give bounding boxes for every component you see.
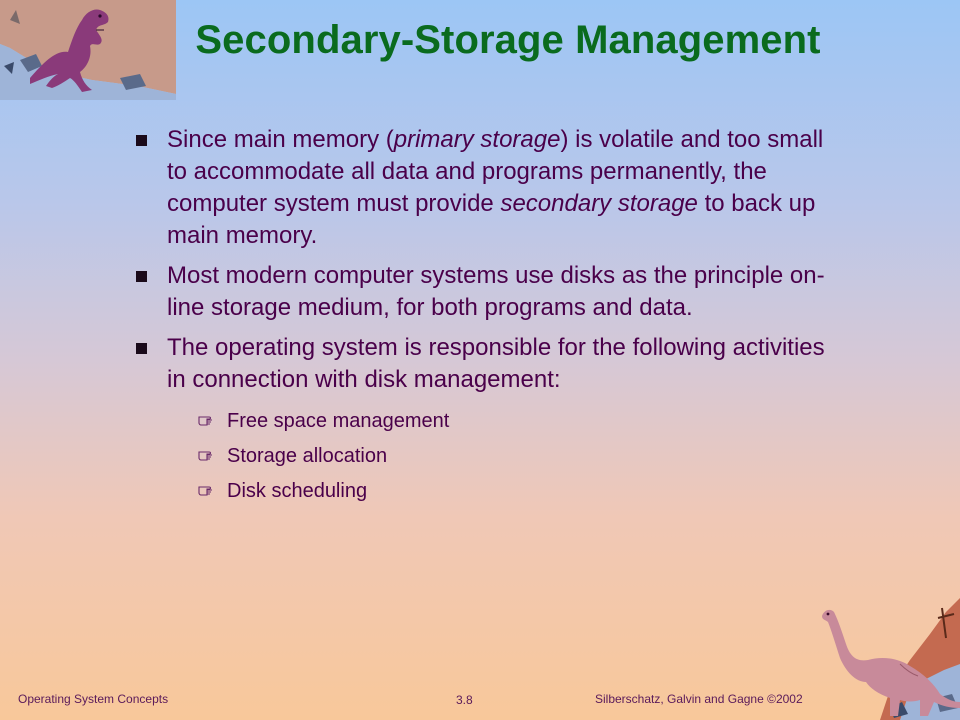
dinosaur-brontosaurus-icon <box>820 598 960 720</box>
bullet-text: Most modern computer systems use disks as the principle on-line storage medium, for both programs and data. <box>167 262 825 321</box>
square-bullet-icon <box>136 271 147 282</box>
sub-list <box>198 404 836 509</box>
sub-item-text: Disk scheduling <box>227 480 368 502</box>
bullet-text: The operating system is responsible for the following activities in connection with disk management: <box>167 334 825 393</box>
sub-item <box>198 474 836 509</box>
slide-title: Secondary-Storage Management <box>195 18 821 62</box>
bullet-item <box>136 260 836 324</box>
square-bullet-icon <box>136 343 147 354</box>
sub-item <box>198 404 836 439</box>
footer-book-title: Operating System Concepts <box>18 692 169 706</box>
footer-page-number: 3.8 <box>456 693 473 707</box>
bullet-item <box>136 332 836 509</box>
pointing-hand-icon <box>198 448 218 462</box>
sub-item <box>198 439 836 474</box>
sub-item-text: Free space management <box>227 410 450 432</box>
bullet-text: Since main memory (primary storage) is volatile and too small to accommodate all data and programs permanently, the computer system must provide secondary storage to back up main memory. <box>167 126 824 249</box>
pointing-hand-icon <box>198 483 218 497</box>
bullet-list <box>136 124 836 517</box>
footer-copyright: Silberschatz, Galvin and Gagne ©2002 <box>595 692 803 706</box>
bullet-item <box>136 124 836 252</box>
pointing-hand-icon <box>198 413 218 427</box>
sub-item-text: Storage allocation <box>227 445 388 467</box>
square-bullet-icon <box>136 135 147 146</box>
